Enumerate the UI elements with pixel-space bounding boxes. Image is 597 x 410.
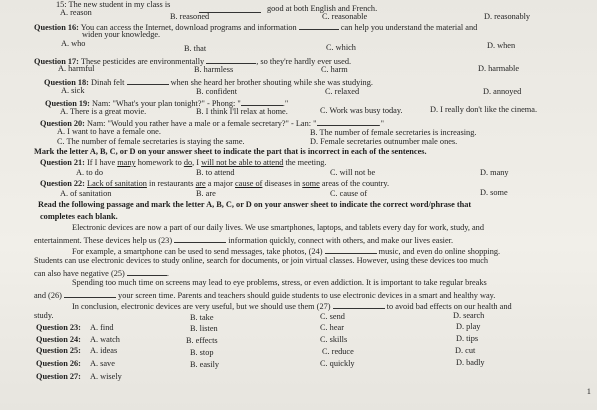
q15-option-d: D. reasonably [484,12,531,21]
q20-option-b: B. The number of female secretaries is increasing. [310,128,477,137]
page-number: 1 [586,386,591,396]
q19-option-d: D. I really don't like the cinema. [430,105,538,114]
q16-continuation: widen your knowledge. [82,30,161,39]
q18-text-end: when she heard her brother shouting while she was studying. [170,78,373,87]
passage-p4-line1 [72,300,512,312]
passage-p1-line1: Electronic devices are now a part of our daily lives. We use smartphones, laptops, and tablets every day for work, study, and [72,223,484,232]
passage-p2-line2: Students can use electronic devices to study online, search for documents, or join virtual classes. However, using these devices too much [34,256,489,265]
q21-underlined-3: will not be able to attend [201,158,284,167]
q22-text-4: areas of the country. [321,179,390,188]
q22-underlined-3: cause of [234,179,263,188]
q21-text-3: , I [192,158,200,167]
passage-text: entertainment. These devices help us (23) [34,236,173,245]
q16-option-b: B. that [184,44,207,53]
passage-text: For example, a smartphone can be used to send messages, take photos, (24) [72,247,323,256]
q27-option-b: B. easily [190,360,220,369]
passage-p3-line1: Spending too much time on screens may lead to eye problems, stress, or even addiction. It is important to take regular breaks [72,278,487,287]
q22-question [40,179,389,189]
q15-text: good at both English and French. [267,4,378,13]
blank-27 [333,300,385,309]
q17-option-a: A. harmful [58,64,95,73]
blank-24 [325,245,377,254]
q21-text-2: homework to [137,158,182,167]
q22-option-b: B. are [196,189,216,198]
q17-blank [206,55,256,64]
q25-option-b: B. effects [186,336,218,345]
q25-label: Question 25: [36,346,81,355]
q18-text: Dinah felt [91,78,125,87]
q26-option-a: A. save [90,359,115,368]
passage-text: can also have negative (25) [34,269,125,278]
q27-label: Question 27: [36,372,81,381]
q21-underlined-1: many [117,158,136,167]
q19-blank [241,97,283,106]
passage-text: . [166,269,169,278]
q17-text-end: , so they're hardly ever used. [256,57,352,66]
q20-label: Question 20: [40,119,85,128]
q16-text-end: can help you understand the material and [340,23,478,32]
q21-text-1: If I have [87,158,116,167]
q17-label: Question 17: [34,57,79,66]
q27-option-d: D. badly [456,358,485,367]
q20-text: Nam: "Would you rather have a male or a female secretary?" - Lan: " [87,119,317,128]
blank-26 [64,289,116,298]
q15-option-c: C. reasonable [322,12,368,21]
q26-option-b: B. stop [190,348,214,357]
q15-fragment: 15: The new student in my class is [56,0,171,9]
q17-option-c: C. harm [321,65,348,74]
q17-text: These pesticides are environmentally [80,57,205,66]
q20-option-d: D. Female secretaries outnumber male ones. [310,137,458,146]
q22-option-c: C. cause of [330,189,368,198]
passage-text: and (26) [34,291,62,300]
q20-text-end: ." [378,119,384,128]
q17-option-b: B. harmless [194,65,234,74]
q22-option-a: A. of sanitation [60,189,112,198]
q23-option-b: B. take [190,313,214,322]
q24-option-a: A. watch [90,335,120,344]
q18-label: Question 18: [44,78,89,87]
instruction-reading-line2: completes each blank. [40,212,118,221]
q24-option-d: D. play [456,322,481,331]
q15-option-b: B. reasoned [170,12,210,21]
q18-option-c: C. relaxed [325,87,360,96]
passage-text: music, and even do online shopping. [378,247,501,256]
passage-text: information quickly, connect with others, and make our lives easier. [228,236,454,245]
q26-option-c: C. reduce [322,347,354,356]
q23-option-a: A. find [90,323,114,332]
q25-option-d: D. tips [456,334,479,343]
q20-blank [317,117,379,126]
q21-question [40,158,326,168]
blank-25 [127,267,167,276]
q24-option-b: B. listen [190,324,218,333]
q19-option-c: C. Work was busy today. [320,106,403,115]
q18-option-b: B. confident [196,87,238,96]
q22-underlined-1: Lack of sanitation [87,179,147,188]
q16-blank [299,21,339,30]
q16-option-a: A. who [61,39,86,48]
q18-blank [127,76,169,85]
q25-option-c: C. skills [320,335,348,344]
q23-option-d: D. search [453,311,485,320]
q17-option-d: D. harmable [478,64,520,73]
q19-text: Nam: "What's your plan tonight?" - Phong: " [92,99,241,108]
q22-underlined-2: are [195,179,206,188]
passage-text: your screen time. Parents and teachers should guide students to use electronic devices in a smart and healthy way. [118,291,496,300]
q27-option-c: C. quickly [320,359,355,368]
instruction-error-identification: Mark the letter A, B, C, or D on your answer sheet to indicate the part that is incorrect in each of the sentences. [34,147,427,156]
q25-option-a: A. ideas [90,346,118,355]
q18-option-a: A. sick [61,86,85,95]
q22-underlined-4: some [302,179,320,188]
q19-option-b: B. I think I'll relax at home. [196,107,288,116]
passage-p4-line2: study. [34,311,54,320]
q16-option-c: C. which [326,43,356,52]
q20-option-c: C. The number of female secretaries is staying the same. [57,137,245,146]
q21-option-d: D. many [480,168,509,177]
q26-option-d: D. cut [455,346,476,355]
q23-label: Question 23: [36,323,81,332]
q21-option-c: C. will not be [330,168,376,177]
blank-23 [174,234,226,243]
q21-option-a: A. to do [76,168,103,177]
q20-option-a: A. I want to have a female one. [57,127,161,136]
q16-label: Question 16: [34,23,79,32]
q22-label: Question 22: [40,179,85,188]
passage-text: to avoid bad effects on our health and [386,302,512,311]
q19-label: Question 19: [45,99,90,108]
q27-option-a: A. wisely [90,372,122,381]
q21-text-4: the meeting. [285,158,327,167]
q24-label: Question 24: [36,335,81,344]
q22-text-2: a major [207,179,233,188]
q22-text-3: diseases in [264,179,301,188]
q18-option-d: D. annoyed [483,87,522,96]
q22-text-1: in restaurants [149,179,194,188]
q22-option-d: D. some [480,188,508,197]
q24-option-c: C. hear [320,323,344,332]
q19-option-a: A. There is a great movie. [60,107,147,116]
q21-label: Question 21: [40,158,85,167]
q21-option-b: B. to attend [196,168,235,177]
q23-option-c: C. send [320,312,345,321]
q19-text-end: ." [282,99,289,108]
passage-text: In conclusion, electronic devices are very useful, but we should use them (27) [72,302,331,311]
q21-underlined-2: do [183,158,193,167]
q15-option-a: A. reason [60,8,92,17]
q26-label: Question 26: [36,359,81,368]
instruction-reading-line1: Read the following passage and mark the letter A, B, C, or D on your answer sheet to indicate the correct word/phrase that [38,200,472,209]
q16-text: You can access the Internet, download programs and information [80,23,297,32]
q16-option-d: D. when [487,41,516,50]
